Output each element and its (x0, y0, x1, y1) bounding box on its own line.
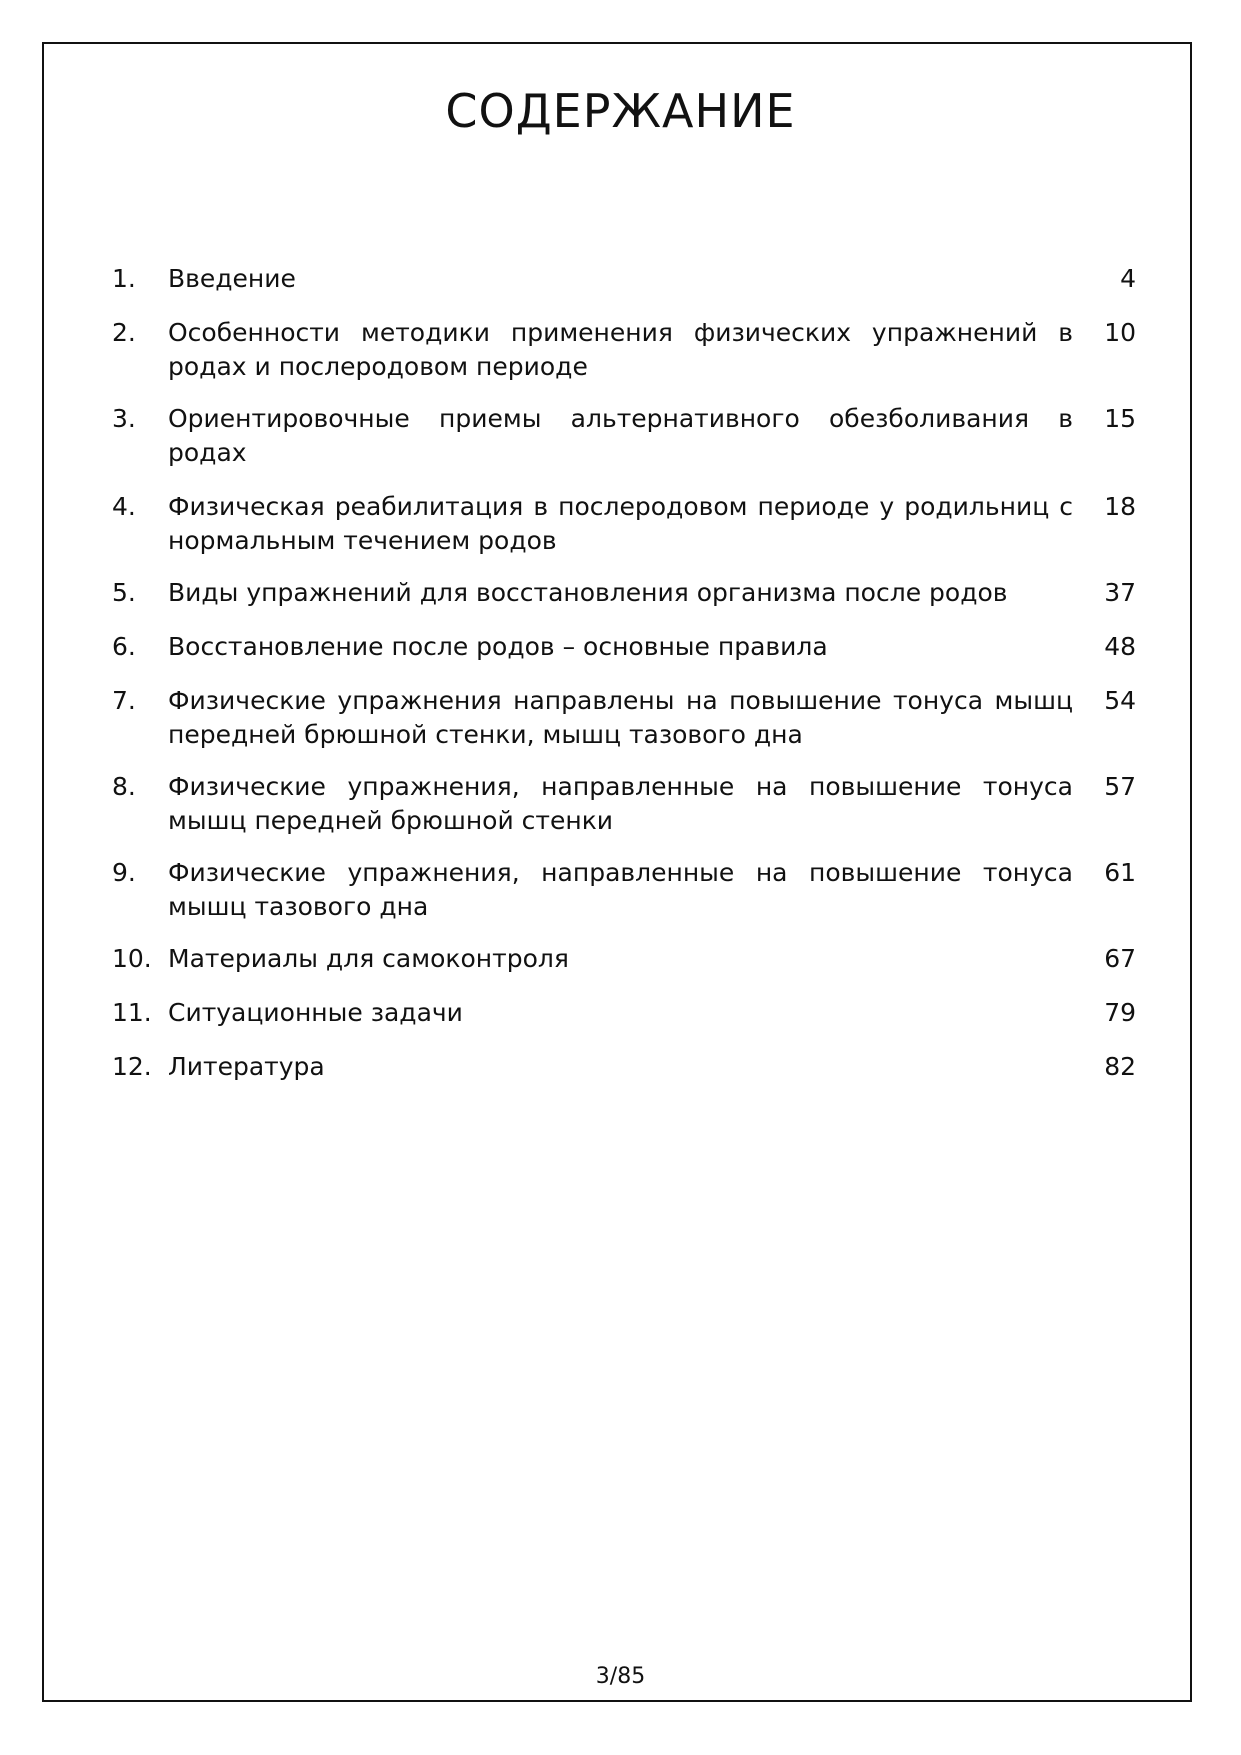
toc-item-title: Физическая реабилитация в послеродовом периоде у родильниц с нормальным течением родов (168, 492, 1073, 555)
toc-item-12[interactable] (112, 1050, 1136, 1084)
toc-item-2[interactable] (112, 316, 1136, 384)
toc-item-number: 5. (112, 578, 136, 607)
toc-item-page: 15 (1104, 404, 1136, 433)
toc-item-number: 8. (112, 772, 136, 801)
toc-item-number: 4. (112, 492, 136, 521)
toc-item-page: 61 (1104, 858, 1136, 887)
toc-item-title: Литература (168, 1052, 325, 1081)
toc-item-page: 10 (1104, 318, 1136, 347)
toc-item-title: Ориентировочные приемы альтернативного обезболивания в родах (168, 404, 1073, 467)
toc-item-number: 10. (112, 944, 152, 973)
toc-item-title: Физические упражнения, направленные на повышение тонуса мышц передней брюшной стенки (168, 772, 1073, 835)
toc-item-11[interactable] (112, 996, 1136, 1030)
toc-item-8[interactable] (112, 770, 1136, 838)
toc-item-title: Виды упражнений для восстановления организма после родов (168, 578, 1008, 607)
page-title: СОДЕРЖАНИЕ (445, 84, 796, 138)
toc-item-number: 6. (112, 632, 136, 661)
toc-item-1[interactable] (112, 262, 1136, 296)
toc-item-number: 9. (112, 858, 136, 887)
toc-item-page: 48 (1104, 632, 1136, 661)
toc-item-page: 79 (1104, 998, 1136, 1027)
toc-item-page: 57 (1104, 772, 1136, 801)
toc-item-title: Физические упражнения, направленные на повышение тонуса мышц тазового дна (168, 858, 1073, 921)
toc-item-6[interactable] (112, 630, 1136, 664)
toc-item-3[interactable] (112, 402, 1136, 470)
toc-item-9[interactable] (112, 856, 1136, 924)
toc-item-page: 37 (1104, 578, 1136, 607)
toc-item-title: Физические упражнения направлены на повышение тонуса мышц передней брюшной стенки, мышц тазового дна (168, 686, 1073, 749)
toc-item-title: Материалы для самоконтроля (168, 944, 569, 973)
toc-item-page: 54 (1104, 686, 1136, 715)
toc-item-7[interactable] (112, 684, 1136, 752)
toc-item-page: 82 (1104, 1052, 1136, 1081)
toc-item-number: 1. (112, 264, 136, 293)
toc-item-title: Восстановление после родов – основные правила (168, 632, 828, 661)
toc-item-number: 2. (112, 318, 136, 347)
toc-item-5[interactable] (112, 576, 1136, 610)
toc-item-number: 3. (112, 404, 136, 433)
toc-item-number: 7. (112, 686, 136, 715)
toc-item-number: 11. (112, 998, 152, 1027)
toc-item-10[interactable] (112, 942, 1136, 976)
toc-item-title: Особенности методики применения физических упражнений в родах и послеродовом периоде (168, 318, 1073, 381)
toc-item-4[interactable] (112, 490, 1136, 558)
toc-item-number: 12. (112, 1052, 152, 1081)
toc-item-page: 18 (1104, 492, 1136, 521)
table-of-contents (112, 262, 1136, 1104)
toc-item-page: 67 (1104, 944, 1136, 973)
toc-item-title: Ситуационные задачи (168, 998, 463, 1027)
toc-item-page: 4 (1120, 264, 1136, 293)
page-number: 3/85 (595, 1664, 646, 1689)
toc-item-title: Введение (168, 264, 296, 293)
